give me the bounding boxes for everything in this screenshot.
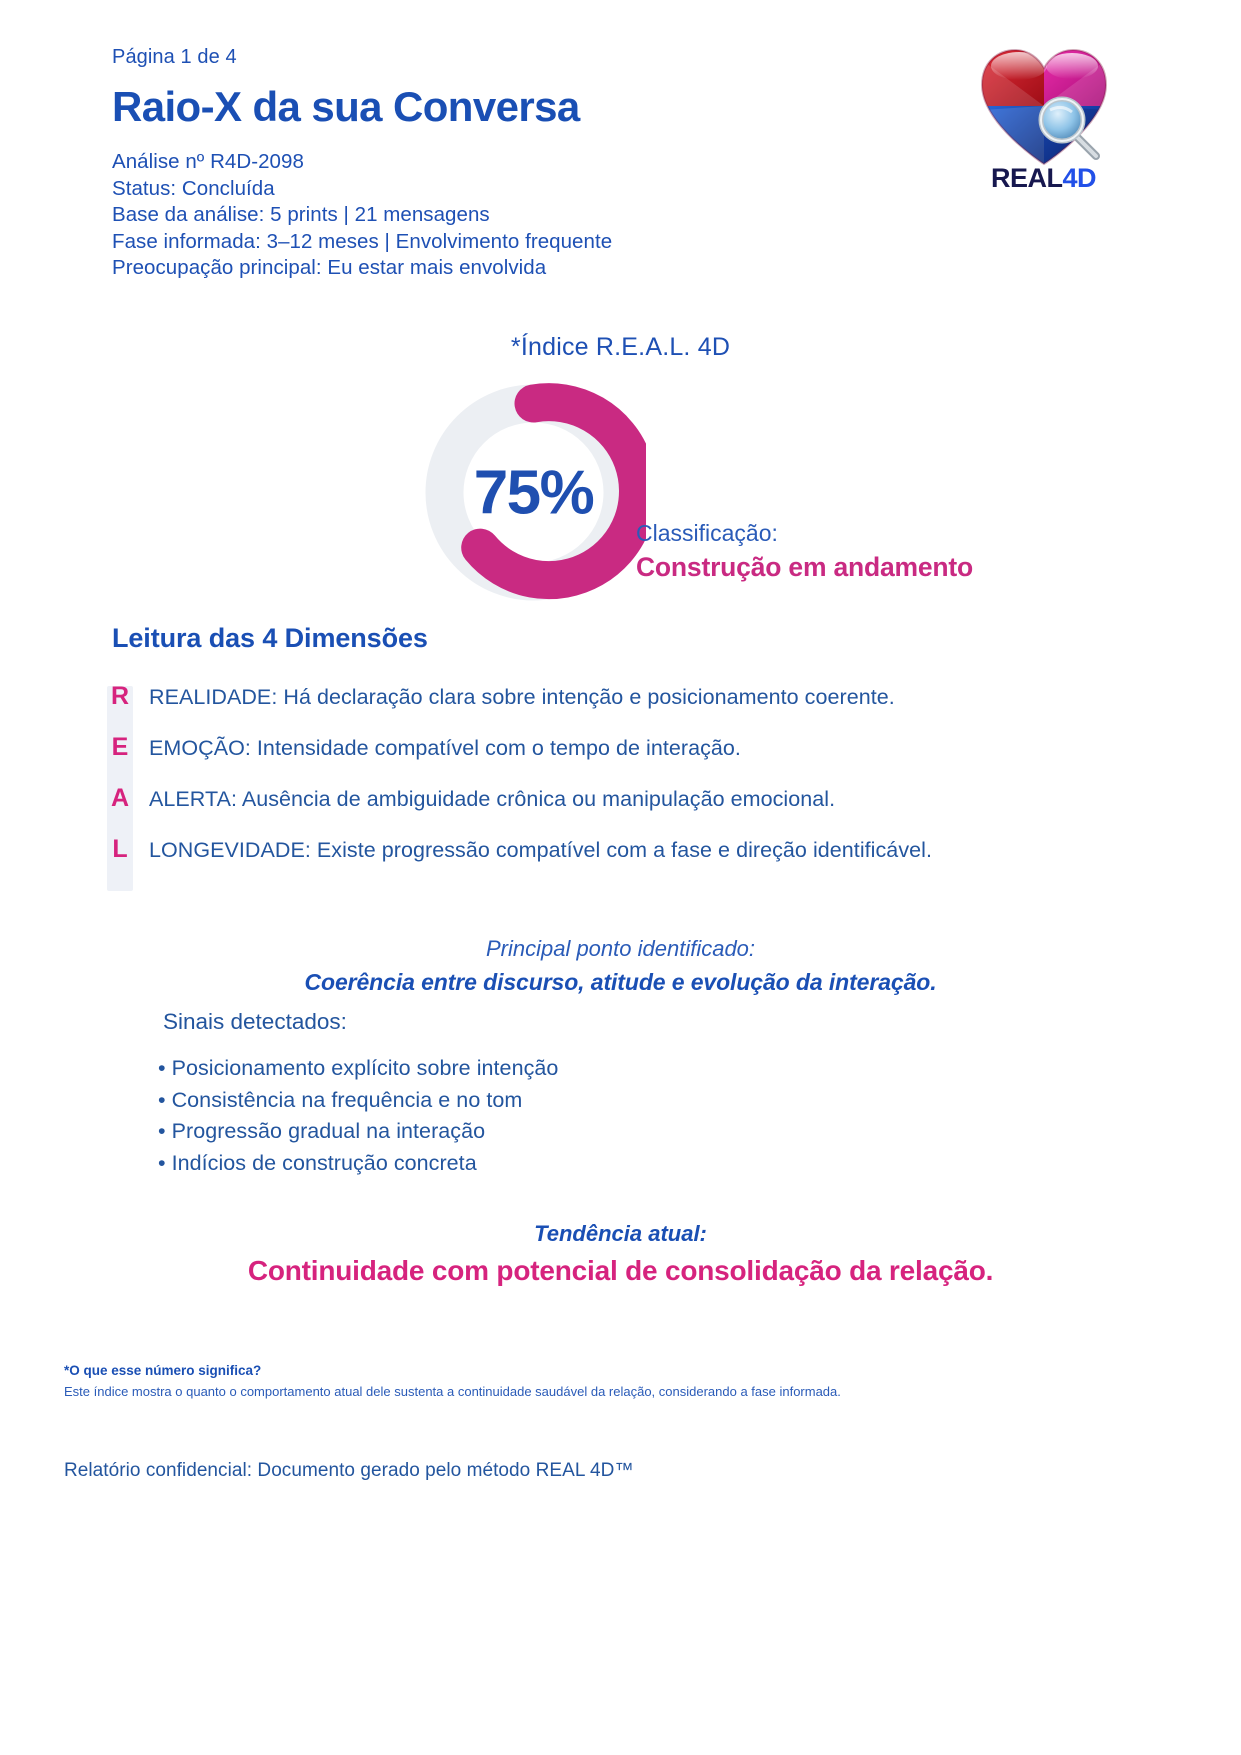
dimension-row-alerta [107, 784, 1107, 835]
dimensions-section-title: Leitura das 4 Dimensões [112, 623, 428, 653]
dimension-text: LONGEVIDADE: Existe progressão compatível com a fase e direção identificável. [149, 838, 932, 862]
brand-logo [956, 44, 1131, 206]
report-footer: Relatório confidencial: Documento gerado pelo método REAL 4D™ [64, 1460, 634, 1481]
footnote-block [64, 1360, 1164, 1402]
gauge-label: *Índice R.E.A.L. 4D [510, 333, 731, 361]
footnote-title: *O que esse número significa? [64, 1363, 262, 1378]
footnote-body: Este índice mostra o quanto o comportamento atual dele sustenta a continuidade saudável da relação, considerando a fase informada. [64, 1384, 841, 1399]
dimension-letter: L [112, 835, 128, 863]
main-point-block [0, 933, 1241, 999]
meta-status: Status: Concluída [112, 176, 275, 200]
logo-text-4d: 4D [1062, 163, 1096, 193]
tendency-value: Continuidade com potencial de consolidação da relação. [247, 1255, 994, 1286]
page-counter: Página 1 de 4 [112, 46, 237, 68]
dimension-letter: R [110, 682, 130, 710]
report-header [112, 46, 832, 282]
list-item: • Progressão gradual na interação [158, 1119, 486, 1143]
page-title: Raio-X da sua Conversa [112, 83, 580, 130]
signals-list [158, 1053, 558, 1179]
main-point-value: Coerência entre discurso, atitude e evolução da interação. [304, 969, 937, 995]
dimension-row-realidade [107, 682, 1107, 733]
meta-base: Base da análise: 5 prints | 21 mensagens [112, 203, 490, 226]
meta-analysis-id: Análise nº R4D-2098 [112, 150, 304, 173]
meta-phase: Fase informada: 3–12 meses | Envolvimento frequente [112, 229, 613, 253]
list-item: • Posicionamento explícito sobre intenção [158, 1056, 559, 1080]
real-index-gauge [421, 380, 646, 605]
dimension-text: REALIDADE: Há declaração clara sobre intenção e posicionamento coerente. [149, 685, 895, 709]
list-item: • Consistência na frequência e no tom [158, 1087, 523, 1112]
dimension-text: EMOÇÃO: Intensidade compatível com o tempo de interação. [149, 736, 741, 760]
analysis-meta-list [112, 149, 832, 282]
gauge-value: 75% [473, 458, 594, 527]
classification-label: Classificação: [636, 520, 778, 546]
logo-text-real: REAL [990, 163, 1063, 193]
dimension-row-emocao [107, 733, 1107, 784]
dimension-row-longevidade [107, 835, 1107, 886]
dimension-letter: A [110, 784, 130, 812]
meta-concern: Preocupação principal: Eu estar mais envolvida [112, 256, 547, 279]
main-point-label: Principal ponto identificado: [485, 936, 756, 961]
signals-label: Sinais detectados: [163, 1009, 347, 1034]
dimensions-list [107, 682, 1107, 886]
tendency-block [0, 1218, 1241, 1292]
classification-value: Construção em andamento [636, 552, 974, 582]
dimension-letter: E [111, 733, 129, 761]
list-item: • Indícios de construção concreta [158, 1150, 477, 1175]
tendency-label: Tendência atual: [534, 1221, 707, 1246]
heart-magnifier-icon [974, 44, 1114, 169]
dimension-text: ALERTA: Ausência de ambiguidade crônica ou manipulação emocional. [149, 787, 836, 811]
classification-block [636, 518, 1066, 586]
